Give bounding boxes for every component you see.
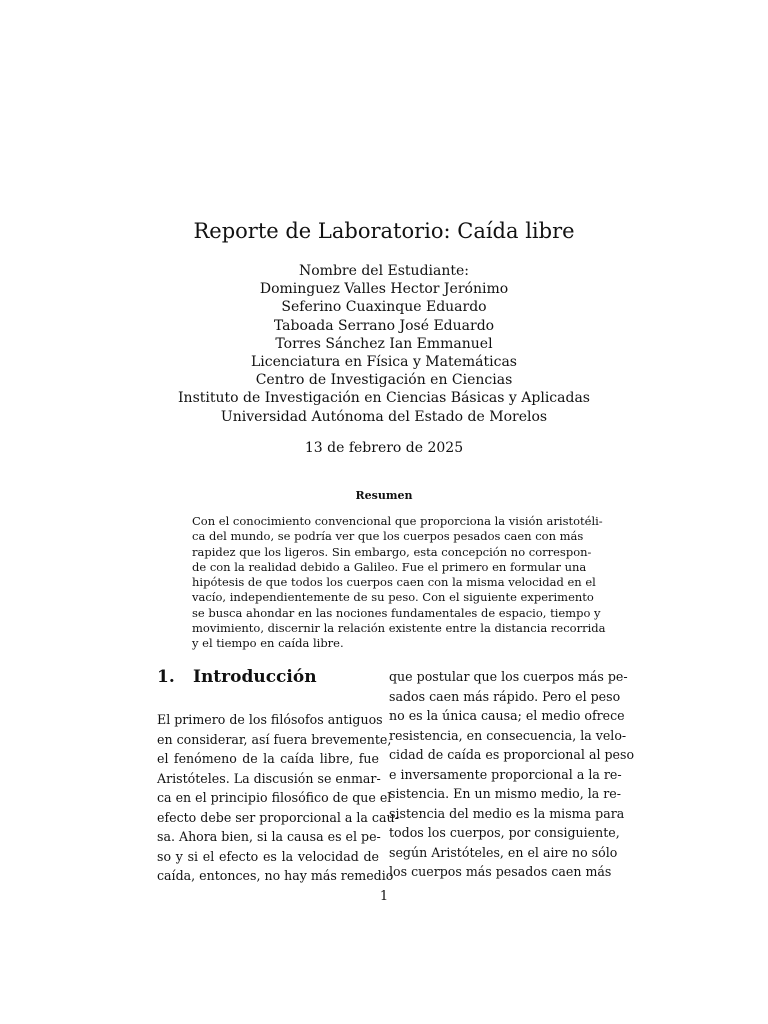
affiliation-line: Centro de Investigación en Ciencias [255, 372, 513, 389]
section-heading [157, 666, 317, 688]
abstract-body [192, 514, 606, 652]
abstract-line: vacío, independientemente de su peso. Con el siguiente experimento [192, 590, 594, 605]
paper-date: 13 de febrero de 2025 [304, 440, 464, 456]
body-column-left [157, 710, 399, 886]
abstract-line: de con la realidad debido a Galileo. Fue el primero en formular una [192, 559, 587, 574]
section-number: 1. [157, 667, 175, 687]
author-line: Seferino Cuaxinque Eduardo [281, 299, 487, 316]
body-line: en considerar, así fuera brevemente, [157, 731, 392, 747]
body-line: que postular que los cuerpos más pe- [389, 669, 628, 684]
abstract-line: ca del mundo, se podría ver que los cuerpos pesados caen con más [192, 529, 584, 544]
body-column-right [389, 667, 635, 882]
affiliation-line: Instituto de Investigación en Ciencias Básicas y Aplicadas [178, 390, 590, 407]
abstract-line: hipótesis de que todos los cuerpos caen con la misma velocidad en el [192, 575, 596, 590]
body-line: los cuerpos más pesados caen más [389, 864, 612, 879]
body-line: sa. Ahora bien, si la causa es el pe- [157, 829, 381, 844]
body-line: resistencia, en consecuencia, la velo- [389, 727, 627, 743]
author-line: Torres Sánchez Ian Emmanuel [275, 335, 493, 352]
author-line: Taboada Serrano José Eduardo [273, 317, 495, 334]
body-line: el fenómeno de la caída libre, fue [157, 751, 379, 766]
author-line: Dominguez Valles Hector Jerónimo [259, 281, 509, 298]
section-title: Introducción [193, 667, 317, 687]
body-line: todos los cuerpos, por consiguiente, [389, 825, 620, 840]
body-line: caída, entonces, no hay más remedio [157, 868, 394, 883]
affiliation-line: Universidad Autónoma del Estado de Morelos [220, 408, 548, 425]
body-line: ca en el principio filosófico de que el [157, 790, 392, 805]
body-line: efecto debe ser proporcional a la cau- [157, 809, 399, 825]
body-line: según Aristóteles, en el aire no sólo [389, 844, 618, 860]
body-line: no es la única causa; el medio ofrece [389, 708, 625, 723]
abstract-line: y el tiempo en caída libre. [192, 636, 344, 651]
abstract-line: Con el conocimiento convencional que proporciona la visión aristotéli- [192, 514, 603, 528]
abstract-line: se busca ahondar en las nociones fundamentales de espacio, tiempo y [192, 605, 601, 620]
abstract-heading: Resumen [355, 489, 413, 502]
abstract-line: movimiento, discernir la relación existente entre la distancia recorrida [192, 621, 606, 636]
body-line: cidad de caída es proporcional al peso [389, 747, 635, 762]
body-line: sistencia del medio es la misma para [389, 805, 625, 821]
body-line: e inversamente proporcional a la re- [389, 766, 622, 782]
body-line: sados caen más rápido. Pero el peso [389, 688, 621, 704]
paper-title: Reporte de Laboratorio: Caída libre [193, 219, 575, 243]
abstract-line: rapidez que los ligeros. Sin embargo, esta concepción no correspon- [192, 544, 592, 559]
author-line: Nombre del Estudiante: [299, 263, 469, 279]
affiliation-line: Licenciatura en Física y Matemáticas [250, 354, 517, 371]
page-number: 1 [379, 889, 389, 904]
body-line: sistencia. En un mismo medio, la re- [389, 786, 622, 801]
body-line: Aristóteles. La discusión se enmar- [157, 770, 381, 786]
body-line: El primero de los filósofos antiguos [157, 712, 383, 727]
author-block [0, 262, 768, 426]
body-line: so y si el efecto es la velocidad de [157, 848, 379, 864]
